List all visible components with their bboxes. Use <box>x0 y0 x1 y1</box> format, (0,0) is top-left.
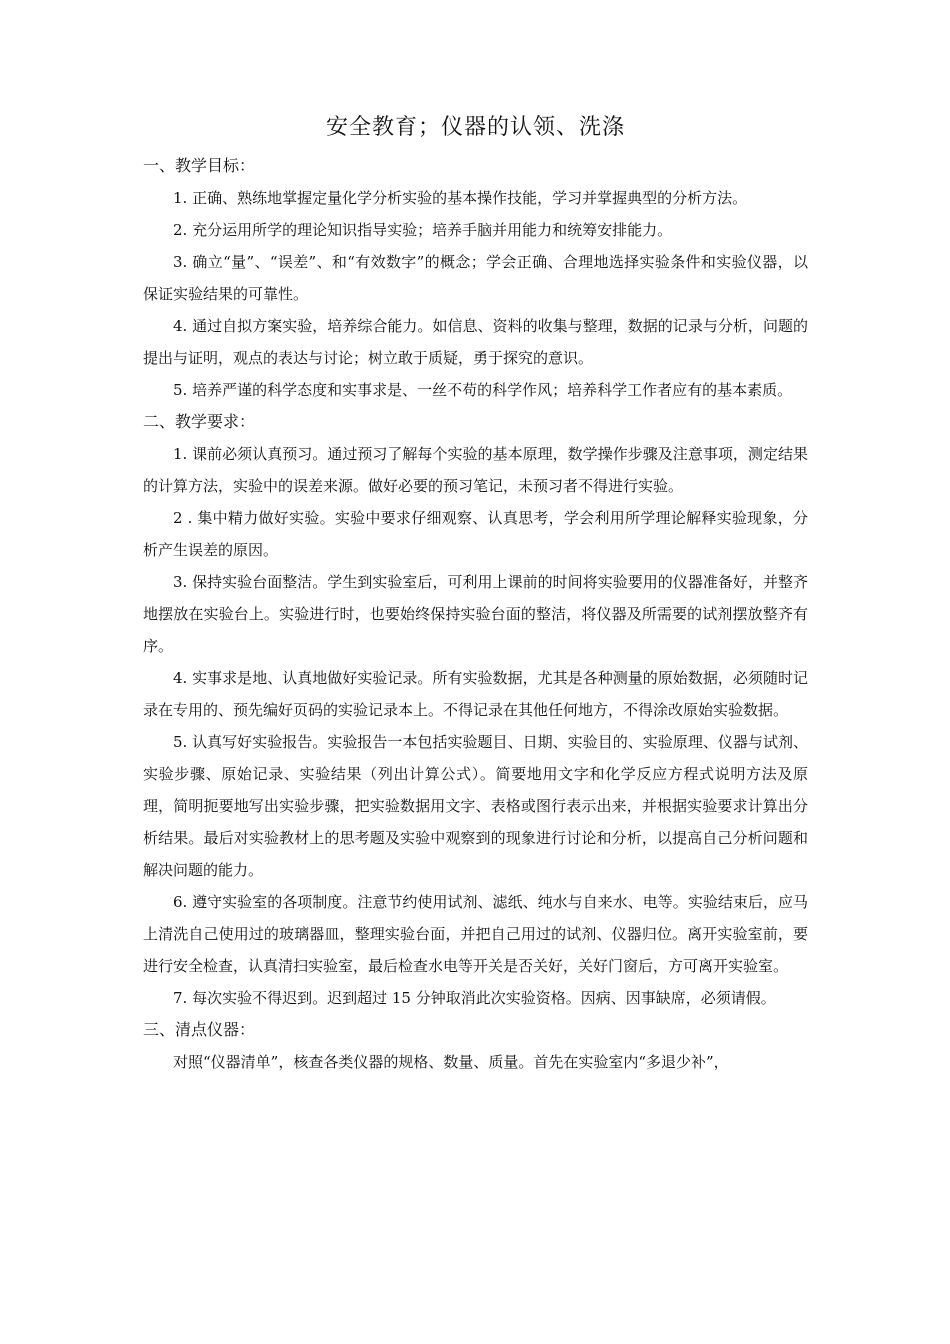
paragraph: 6. 遵守实验室的各项制度。注意节约使用试剂、滤纸、纯水与自来水、电等。实验结束后，应马上清洗自己使用过的玻璃器皿，整理实验台面，并把自己用过的试剂、仪器归位。离开实验室前，要进行安全检查，认真清扫实验室，最后检查水电等开关是否关好，关好门窗后，方可离开实验室。 <box>143 893 808 975</box>
section-heading: 二、教学要求： <box>143 412 256 431</box>
paragraph: 3. 确立“量”、“误差”、和“有效数字”的概念；学会正确、合理地选择实验条件和实验仪器，以保证实验结果的可靠性。 <box>143 253 808 303</box>
paragraph: 4. 通过自拟方案实验，培养综合能力。如信息、资料的收集与整理，数据的记录与分析，问题的提出与证明，观点的表达与讨论；树立敢于质疑，勇于探究的意识。 <box>143 317 808 367</box>
section-heading: 一、教学目标： <box>143 156 256 175</box>
paragraph: 5. 认真写好实验报告。实验报告一本包括实验题目、日期、实验目的、实验原理、仪器与试剂、实验步骤、原始记录、实验结果（列出计算公式）。简要地用文字和化学反应方程式说明方法及原理，简明扼要地写出实验步骤，把实验数据用文字、表格或图行表示出来，并根据实验要求计算出分析结果。最后对实验教材上的思考题及实验中观察到的现象进行讨论和分析，以提高自己分析问题和解决问题的能力。 <box>143 733 808 879</box>
paragraph: 4. 实事求是地、认真地做好实验记录。所有实验数据，尤其是各种测量的原始数据，必须随时记录在专用的、预先编好页码的实验记录本上。不得记录在其他任何地方，不得涂改原始实验数据。 <box>143 669 808 719</box>
paragraph: 5. 培养严谨的科学态度和实事求是、一丝不苟的科学作风；培养科学工作者应有的基本素质。 <box>173 381 793 399</box>
section-requirements <box>143 406 808 1014</box>
paragraph: 1. 正确、熟练地掌握定量化学分析实验的基本操作技能，学习并掌握典型的分析方法。 <box>173 189 748 207</box>
document-page <box>143 112 808 1078</box>
section-heading: 三、清点仪器： <box>143 1020 256 1039</box>
paragraph: 2. 充分运用所学的理论知识指导实验；培养手脑并用能力和统筹安排能力。 <box>173 221 673 239</box>
paragraph: 3. 保持实验台面整洁。学生到实验室后，可利用上课前的时间将实验要用的仪器准备好，并整齐地摆放在实验台上。实验进行时，也要始终保持实验台面的整洁，将仪器及所需要的试剂摆放整齐有序。 <box>143 573 808 655</box>
paragraph: 1. 课前必须认真预习。通过预习了解每个实验的基本原理，数学操作步骤及注意事项，测定结果的计算方法，实验中的误差来源。做好必要的预习笔记，未预习者不得进行实验。 <box>143 445 808 495</box>
paragraph: 2 . 集中精力做好实验。实验中要求仔细观察、认真思考，学会利用所学理论解释实验现象，分析产生误差的原因。 <box>143 509 808 559</box>
paragraph: 对照“仪器清单”，核查各类仪器的规格、数量、质量。首先在实验室内“多退少补”， <box>173 1053 729 1071</box>
section-inventory <box>143 1014 808 1078</box>
paragraph: 7. 每次实验不得迟到。迟到超过 15 分钟取消此次实验资格。因病、因事缺席，必须请假。 <box>173 989 776 1007</box>
section-objectives <box>143 150 808 406</box>
document-title: 安全教育；仪器的认领、洗涤 <box>325 115 625 140</box>
